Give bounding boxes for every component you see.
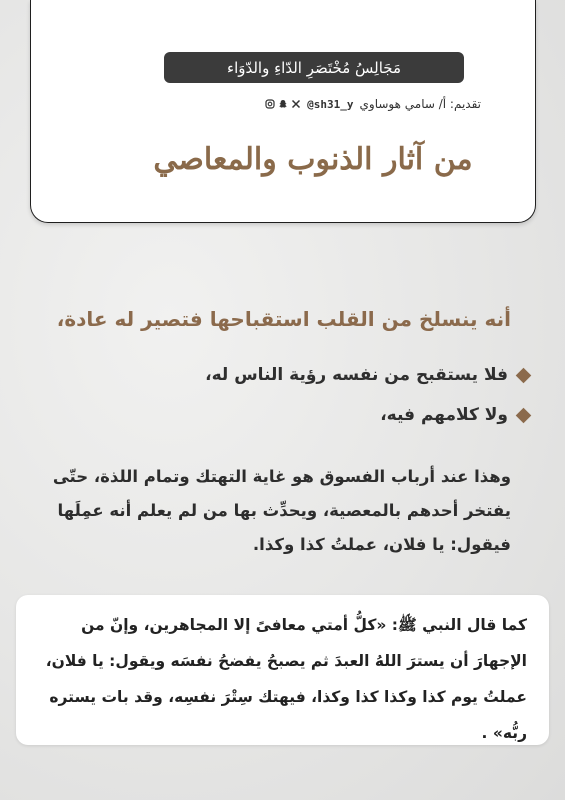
series-title-badge (164, 52, 464, 83)
snapchat-icon (278, 99, 288, 109)
social-handle: @sh31_y (307, 97, 354, 111)
presenter-label: تقديم: أ/ سامي هوساوي (359, 97, 481, 111)
body-paragraph: وهذا عند أرباب الفسوق هو غاية التهتك وتمام اللذة، حتّى يفتخر أحدهم بالمعصية، ويحدِّث بها من لم يعلم أنه عمِلَها فيقول: يا فلان، عملتُ كذا وكذا. (52, 467, 511, 554)
hadith-card (16, 595, 549, 745)
section-heading: أنه ينسلخ من القلب استقباحها فتصير له عادة، (56, 307, 511, 331)
bullet-text: ولا كلامهم فيه، (380, 405, 508, 425)
bullet-text: فلا يستقبح من نفسه رؤية الناس له، (205, 365, 508, 385)
presenter-line (201, 94, 481, 114)
instagram-icon (265, 99, 275, 109)
main-title: من آثار الذنوب والمعاصي (153, 142, 473, 177)
diamond-bullet-icon (516, 407, 532, 423)
header-card (30, 0, 536, 223)
bullet-item (109, 400, 529, 430)
social-icons (265, 99, 301, 109)
diamond-bullet-icon (516, 367, 532, 383)
series-title: مَجَالِسُ مُخْتَصَرِ الدّاءِ والدّوَاء (227, 58, 401, 77)
x-icon (291, 99, 301, 109)
hadith-text: كما قال النبي ﷺ: «كلُّ أمتي معافىً إلا المجاهرين، وإنّ من الإجهارَ أن يسترَ اللهُ العبدَ ثم يصبحُ يفضحُ نفسَه ويقول: يا فلان، عملتُ يوم كذا وكذا كذا وكذا، فيهتك سِتْرَ نفسِه، وقد بات يستره ربُّه» . (45, 616, 527, 742)
bullet-item (109, 360, 529, 390)
